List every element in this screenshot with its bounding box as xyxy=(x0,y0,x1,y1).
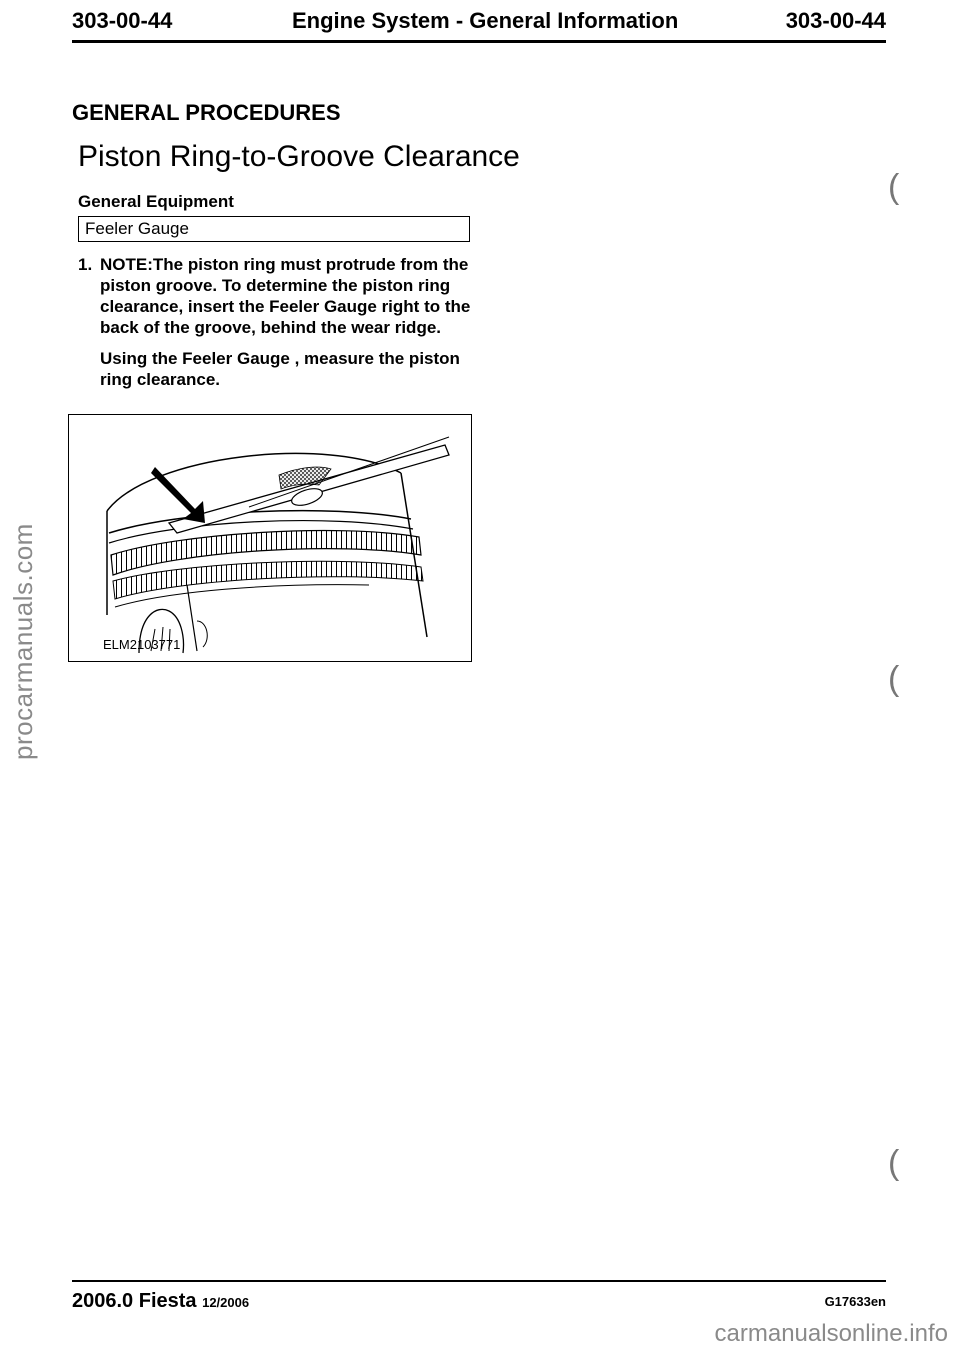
equipment-heading: General Equipment xyxy=(78,192,234,211)
step-note: NOTE:The piston ring must protrude from the piston groove. To determine the piston ring clearance, insert the Feeler Gauge right to the back of the groove, behind the wear ridge. xyxy=(100,255,471,337)
header-divider xyxy=(72,40,886,43)
procedure-step xyxy=(78,254,478,390)
header-title: Engine System - General Information xyxy=(292,8,679,33)
side-watermark: procarmanuals.com xyxy=(8,523,38,760)
figure-id: ELM2103771 xyxy=(103,637,181,652)
piston-drawing xyxy=(69,415,473,663)
header-section-number-right: 303-00-44 xyxy=(785,8,886,33)
header-section-number-left: 303-00-44 xyxy=(72,8,173,33)
piston-illustration xyxy=(68,414,472,662)
page-header xyxy=(72,8,886,38)
footer-divider xyxy=(72,1280,886,1282)
step-instruction: Using the Feeler Gauge , measure the piston ring clearance. xyxy=(100,349,460,389)
footer-code: G17633en xyxy=(824,1294,886,1309)
footer-date: 12/2006 xyxy=(202,1295,250,1310)
binding-hole-mark: ( xyxy=(888,168,900,206)
equipment-item: Feeler Gauge xyxy=(85,219,189,238)
footer-model-name: 2006.0 Fiesta xyxy=(72,1290,197,1312)
binding-hole-mark: ( xyxy=(888,1144,900,1182)
equipment-table xyxy=(78,216,470,242)
binding-hole-mark: ( xyxy=(888,660,900,698)
bottom-watermark: carmanualsonline.info xyxy=(714,1320,948,1347)
footer-model xyxy=(72,1290,249,1313)
page-title: Piston Ring-to-Groove Clearance xyxy=(78,140,520,173)
section-heading: GENERAL PROCEDURES xyxy=(72,100,341,125)
step-number: 1. xyxy=(78,255,93,274)
